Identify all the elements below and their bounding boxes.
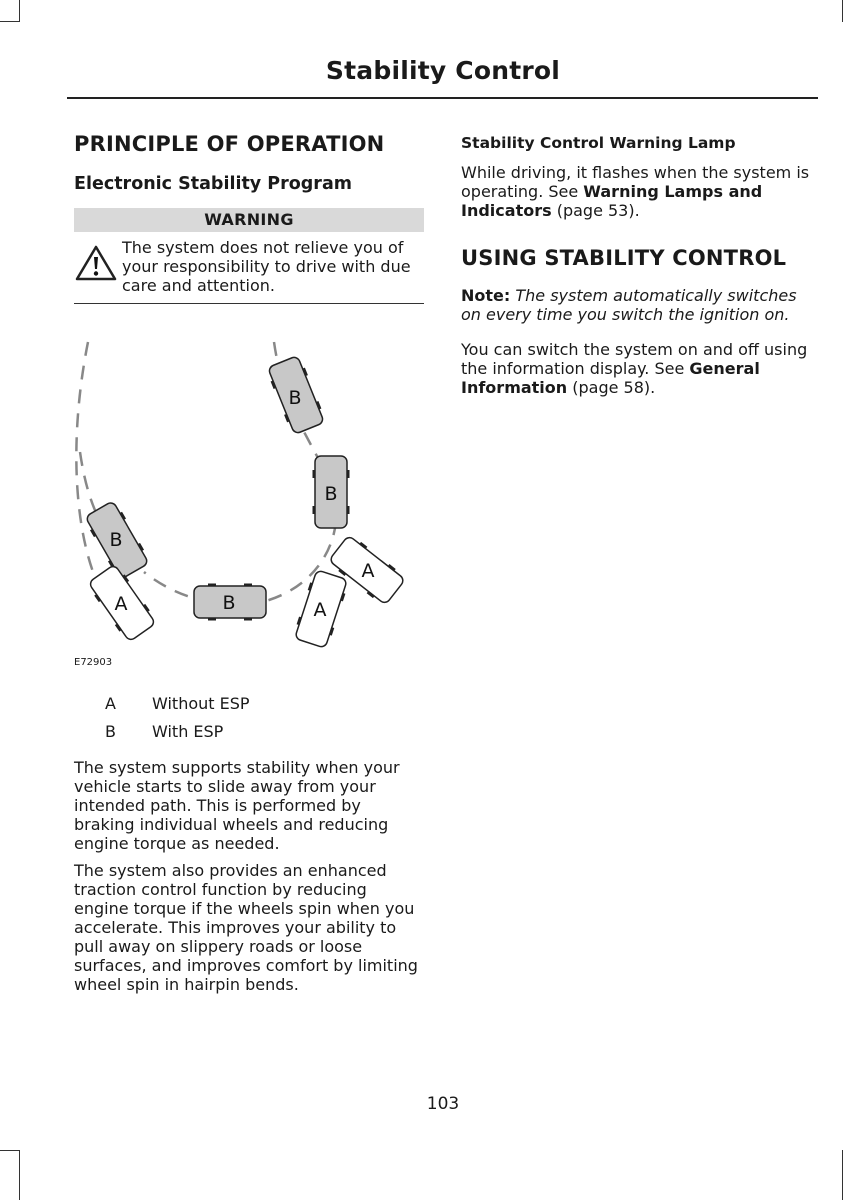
page-reference: (page 53). <box>551 201 640 220</box>
crop-mark <box>19 1150 20 1200</box>
cross-reference-link[interactable]: Warning Lamps and Indicators <box>461 182 763 220</box>
legend <box>74 694 424 741</box>
legend-text: Without ESP <box>152 694 250 713</box>
paragraph <box>461 163 816 220</box>
crop-mark <box>842 0 843 22</box>
figure-code: E72903 <box>74 657 113 668</box>
page-number: 103 <box>426 1094 460 1114</box>
paragraph: The system supports stability when your vehicle starts to slide away from your intended path. This is performed by braking individual wheels and reducing engine torque as needed. <box>74 758 400 853</box>
paragraph <box>461 340 816 397</box>
car-label-a: A <box>313 599 327 621</box>
paragraph-text: You can switch the system on and off using the information display. See <box>461 340 808 378</box>
right-column <box>461 132 816 397</box>
car-label-a: A <box>361 560 375 582</box>
left-column <box>74 132 424 994</box>
car-label-b: B <box>288 387 302 409</box>
note-text: The system automatically switches on every time you switch the ignition on. <box>461 286 797 324</box>
warning-box <box>74 208 424 304</box>
warning-triangle-icon <box>74 238 122 286</box>
warning-text: The system does not relieve you of your responsibility to drive with due care and attention. <box>122 238 411 295</box>
note-label: Note: <box>461 286 511 305</box>
page-reference: (page 58). <box>567 378 656 397</box>
subheading: Stability Control Warning Lamp <box>461 134 736 152</box>
legend-item <box>74 694 424 713</box>
section-title: PRINCIPLE OF OPERATION <box>74 132 385 156</box>
crop-mark <box>0 1150 20 1151</box>
note <box>461 286 816 324</box>
legend-key: B <box>105 722 116 741</box>
warning-label: WARNING <box>74 208 424 232</box>
warning-divider <box>74 303 424 304</box>
page-title: Stability Control <box>325 56 561 85</box>
header-divider <box>67 97 818 99</box>
crop-mark <box>19 0 20 22</box>
car-label-b: B <box>109 529 123 551</box>
crop-mark <box>0 21 20 22</box>
esp-diagram <box>74 332 424 668</box>
car-label-a: A <box>114 593 128 615</box>
crop-mark <box>842 1150 843 1200</box>
section-title: USING STABILITY CONTROL <box>461 246 787 270</box>
legend-text: With ESP <box>152 722 224 741</box>
legend-item <box>74 722 424 741</box>
cross-reference-link[interactable]: General Information <box>461 359 760 397</box>
paragraph: The system also provides an enhanced traction control function by reducing engine torque if the wheels spin when you accelerate. This improves your ability to pull away on slippery roads or loose surfaces, and improves comfort by limiting wheel spin in hairpin bends. <box>74 861 418 994</box>
car-label-b: B <box>324 483 338 505</box>
path-without-esp <box>76 342 104 597</box>
paragraph-text: While driving, it flashes when the system is operating. See <box>461 163 810 201</box>
car-label-b: B <box>222 592 236 614</box>
legend-key: A <box>105 694 116 713</box>
subheading: Electronic Stability Program <box>74 174 352 194</box>
